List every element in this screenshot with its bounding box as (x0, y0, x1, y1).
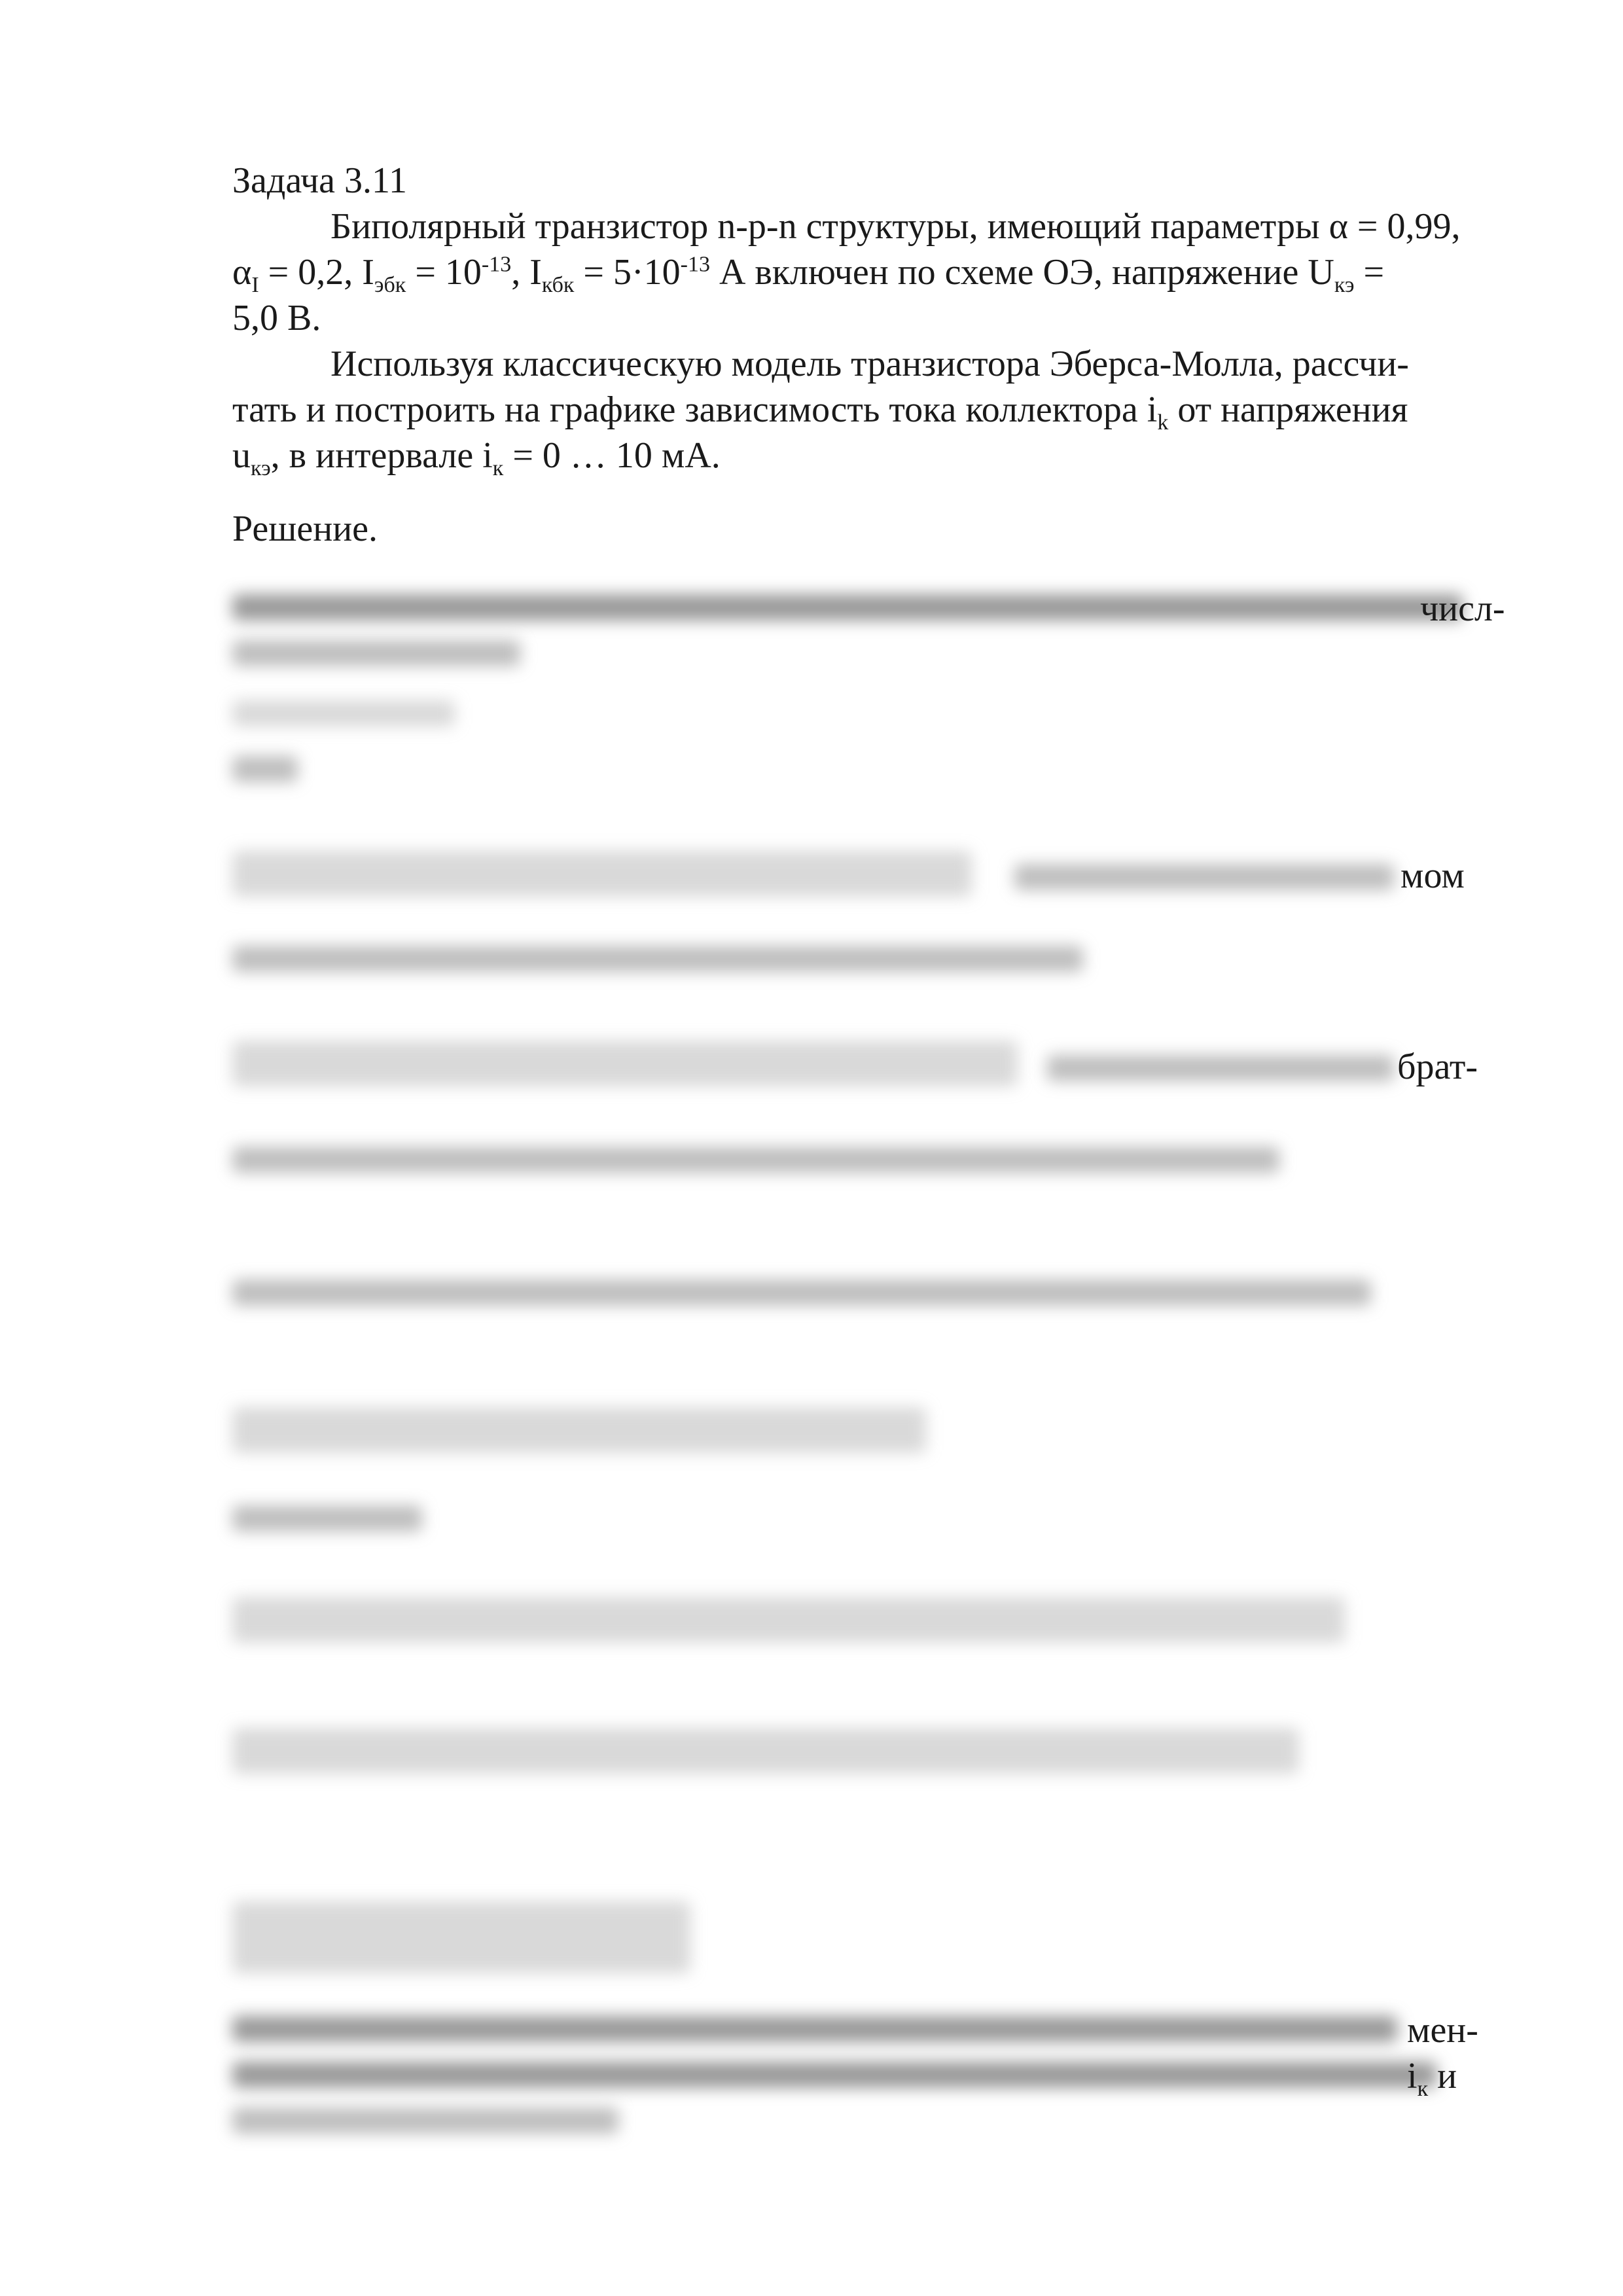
statement-line-1 (330, 208, 1461, 245)
ke-subscript: кэ (251, 456, 271, 481)
alpha-symbol: α (232, 252, 252, 293)
blurred-formula (232, 1597, 1345, 1643)
alpha-subscript: I (251, 273, 259, 298)
statement-line-3: 5,0 В. (232, 298, 321, 338)
task-line-2 (232, 389, 1408, 435)
fragment-text: мен- (1407, 2010, 1478, 2051)
task-line-3 (232, 435, 721, 481)
task-text: тать и построить на графике зависимость тока коллектора i (232, 389, 1158, 430)
blurred-text-line (232, 594, 1463, 620)
statement-text: , I (511, 252, 542, 293)
fragment-text: брат- (1397, 1047, 1478, 1087)
fragment-text: $i_к$ и (1407, 2056, 1457, 2102)
exponent: -13 (680, 252, 710, 277)
blurred-text-line (232, 946, 1083, 972)
statement-text: = 0,2, I (259, 252, 374, 293)
exponent: -13 (481, 252, 512, 277)
statement-line-2 (232, 252, 1385, 298)
task-text: u (232, 435, 251, 476)
blurred-text-line (232, 2108, 618, 2134)
fragment-text: мом (1400, 855, 1465, 896)
statement-text: = 10 (406, 252, 482, 293)
blurred-formula (232, 1407, 926, 1453)
statement-text: Биполярный транзистор n-p-n структуры, имеющий параметры α = 0,99, (330, 206, 1461, 247)
blurred-text-line (232, 2016, 1397, 2042)
task-text: , в интервале i (270, 435, 493, 476)
blurred-text-line (232, 1147, 1279, 1173)
blurred-formula (232, 851, 972, 897)
problem-title: Задача 3.11 (232, 160, 407, 201)
blurred-text-line (232, 2062, 1436, 2088)
kbk-subscript: кбк (541, 273, 575, 298)
fragment-text: числ- (1420, 588, 1505, 629)
blurred-text-line (232, 756, 298, 782)
blurred-text-line (232, 1505, 422, 1532)
blurred-formula (232, 1901, 690, 1973)
blurred-text-line (1014, 864, 1394, 890)
task-line-1: Используя классическую модель транзистора Эберса-Молла, рассчи- (330, 344, 1409, 384)
ebk-subscript: эбк (374, 273, 406, 298)
task-text: от напряжения (1168, 389, 1408, 430)
statement-text: = 5·10 (574, 252, 681, 293)
k-subscript: к (492, 456, 504, 481)
blurred-text-line (232, 1280, 1371, 1306)
solution-heading: Решение. (232, 509, 378, 549)
blurred-text-line (232, 640, 520, 666)
statement-text: А включен по схеме ОЭ, напряжение U (709, 252, 1334, 293)
blurred-formula (232, 1728, 1299, 1774)
k-subscript: k (1157, 410, 1169, 435)
statement-text: = (1354, 252, 1385, 293)
task-text: = 0 … 10 мА. (503, 435, 721, 476)
blurred-text-line (1047, 1055, 1394, 1081)
ke-subscript: кэ (1334, 273, 1355, 298)
blurred-formula (232, 1041, 1018, 1086)
blurred-formula (232, 700, 455, 726)
